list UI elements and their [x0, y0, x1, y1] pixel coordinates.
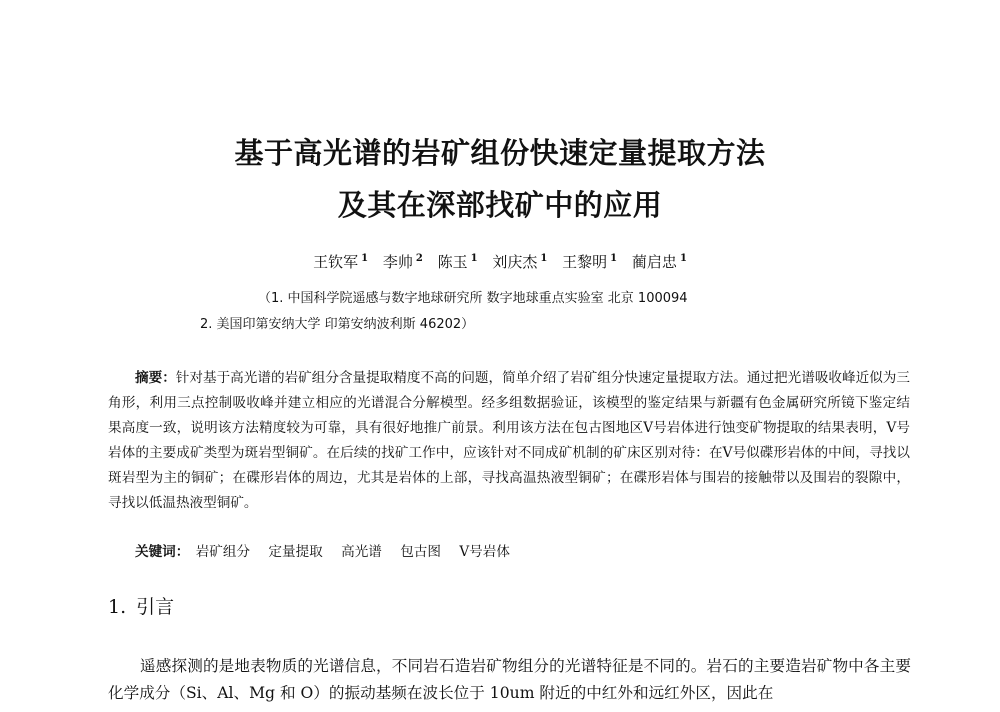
- author-affiliation-mark: 1: [361, 253, 369, 264]
- abstract: [108, 366, 910, 516]
- author-name: 陈玉: [437, 253, 468, 271]
- keyword: Ⅴ号岩体: [459, 544, 510, 560]
- author: [438, 253, 478, 271]
- author-affiliation-mark: 1: [470, 253, 478, 264]
- abstract-text: 针对基于高光谱的岩矿组分含量提取精度不高的问题，简单介绍了岩矿组分快速定量提取方法。通过把光谱吸收峰近似为三角形，利用三点控制吸收峰并建立相应的光谱混合分解模型。经多组数据验证，该模型的鉴定结果与新疆有色金属研究所镜下鉴定结果高度一致，说明该方法精度较为可靠，具有很好地推广前景。利用该方法在包古图地区Ⅴ号岩体进行蚀变矿物提取的结果表明，Ⅴ号岩体的主要成矿类型为斑岩型铜矿。在后续的找矿工作中，应该针对不同成矿机制的矿床区别对待：在Ⅴ号似碟形岩体的中间，寻找以斑岩型为主的铜矿；在碟形岩体的周边，尤其是岩体的上部，寻找高温热液型铜矿；在碟形岩体与围岩的接触带以及围岩的裂隙中，寻找以低温热液型铜矿。: [108, 370, 911, 511]
- author-name: 李帅: [382, 253, 413, 271]
- keywords-label: 关键词：: [135, 544, 190, 560]
- author-affiliation-mark: 1: [540, 253, 548, 264]
- author-affiliation-mark: 1: [679, 253, 687, 264]
- keyword: 岩矿组分: [195, 544, 251, 560]
- introduction-paragraph: 遥感探测的是地表物质的光谱信息，不同岩石造岩矿物组分的光谱特征是不同的。岩石的主要造岩矿物中各主要化学成分（Si、Al、Mg 和 O）的振动基频在波长位于 10um 附近的中红外和远红外区，因此在: [108, 657, 911, 702]
- author: [632, 253, 687, 271]
- affiliation-2: 2. 美国印第安纳大学 印第安纳波利斯 46202）: [200, 317, 475, 332]
- author: [313, 253, 368, 271]
- section-title: 引言: [136, 596, 175, 618]
- keyword: 定量提取: [268, 544, 323, 560]
- author: [562, 253, 617, 271]
- author-list: [0, 251, 1000, 272]
- keyword: 包古图: [400, 544, 441, 560]
- paper-title-line-2: 及其在深部找矿中的应用: [337, 188, 663, 222]
- section-number: 1.: [108, 596, 127, 618]
- keywords: [135, 540, 524, 560]
- abstract-label: 摘要：: [135, 370, 176, 386]
- section-heading-introduction: [108, 592, 174, 619]
- author: [383, 253, 423, 271]
- author-affiliation-mark: 1: [610, 253, 618, 264]
- author: [492, 253, 547, 271]
- author-affiliation-mark: 2: [415, 253, 423, 264]
- author-name: 王黎明: [562, 253, 608, 271]
- author-name: 刘庆杰: [492, 253, 538, 271]
- affiliation-1: （1. 中国科学院遥感与数字地球研究所 数字地球重点实验室 北京 100094: [258, 291, 688, 306]
- keyword: 高光谱: [341, 544, 382, 560]
- author-name: 蔺启忠: [631, 253, 677, 271]
- paper-title-line-1: 基于高光谱的岩矿组份快速定量提取方法: [234, 136, 766, 170]
- author-name: 王钦军: [313, 253, 359, 271]
